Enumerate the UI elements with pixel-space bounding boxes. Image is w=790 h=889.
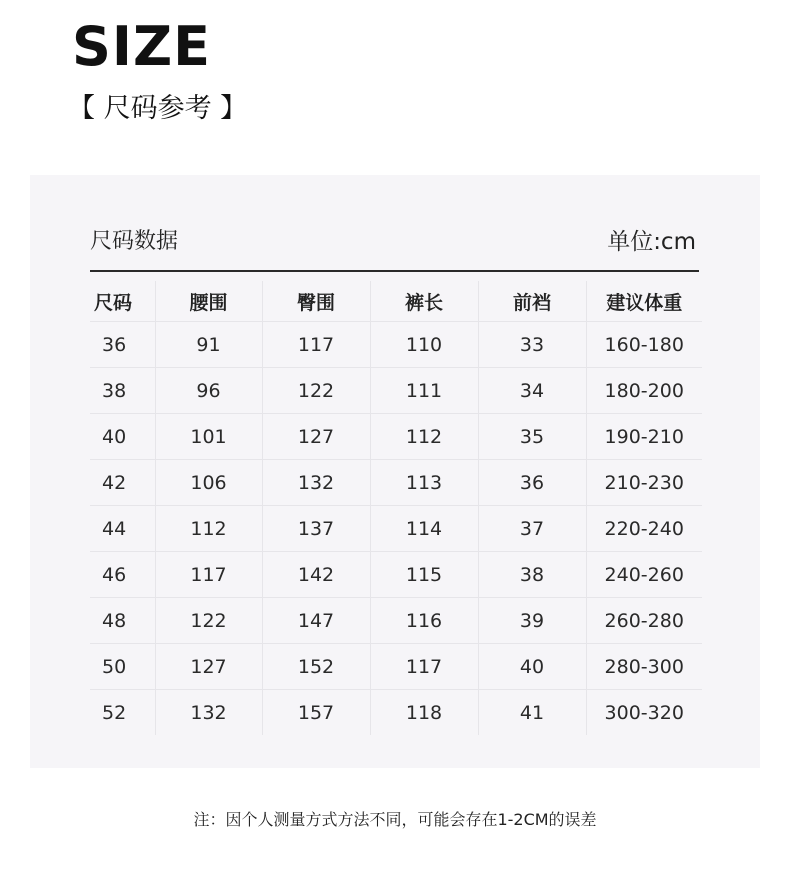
cell-hip: 137 xyxy=(262,506,370,552)
cell-size: 36 xyxy=(90,322,155,368)
size-data-heading: 尺码数据 xyxy=(90,229,179,254)
size-table xyxy=(90,281,702,735)
cell-front-rise: 40 xyxy=(478,644,586,690)
cell-length: 117 xyxy=(370,644,478,690)
cell-weight: 220-240 xyxy=(586,506,702,552)
cell-front-rise: 34 xyxy=(478,368,586,414)
table-row xyxy=(90,690,702,736)
cell-weight: 160-180 xyxy=(586,322,702,368)
cell-length: 118 xyxy=(370,690,478,736)
column-header-front-rise: 前裆 xyxy=(478,281,586,322)
cell-length: 114 xyxy=(370,506,478,552)
measurement-note: 注：因个人测量方式方法不同，可能会存在1-2CM的误差 xyxy=(193,810,597,829)
cell-size: 48 xyxy=(90,598,155,644)
cell-waist: 117 xyxy=(155,552,262,598)
cell-front-rise: 38 xyxy=(478,552,586,598)
column-header-size: 尺码 xyxy=(94,291,133,314)
page-title: SIZE xyxy=(72,15,212,78)
table-row xyxy=(90,552,702,598)
cell-length: 115 xyxy=(370,552,478,598)
table-header-row xyxy=(90,281,702,322)
cell-hip: 142 xyxy=(262,552,370,598)
unit-label: 单位:cm xyxy=(607,229,696,255)
cell-size: 40 xyxy=(90,414,155,460)
cell-weight: 180-200 xyxy=(586,368,702,414)
cell-weight: 240-260 xyxy=(586,552,702,598)
cell-weight: 260-280 xyxy=(586,598,702,644)
cell-size: 44 xyxy=(90,506,155,552)
cell-length: 116 xyxy=(370,598,478,644)
column-header-weight: 建议体重 xyxy=(586,281,702,322)
cell-weight: 210-230 xyxy=(586,460,702,506)
cell-weight: 280-300 xyxy=(586,644,702,690)
cell-waist: 127 xyxy=(155,644,262,690)
table-row xyxy=(90,644,702,690)
column-header-waist: 腰围 xyxy=(155,281,262,322)
cell-length: 113 xyxy=(370,460,478,506)
table-row xyxy=(90,598,702,644)
cell-front-rise: 35 xyxy=(478,414,586,460)
cell-size: 38 xyxy=(90,368,155,414)
cell-size: 46 xyxy=(90,552,155,598)
cell-weight: 190-210 xyxy=(586,414,702,460)
cell-waist: 112 xyxy=(155,506,262,552)
cell-length: 112 xyxy=(370,414,478,460)
cell-size: 50 xyxy=(90,644,155,690)
cell-waist: 101 xyxy=(155,414,262,460)
cell-hip: 122 xyxy=(262,368,370,414)
column-header-hip: 臀围 xyxy=(262,281,370,322)
table-row xyxy=(90,414,702,460)
cell-hip: 147 xyxy=(262,598,370,644)
cell-front-rise: 33 xyxy=(478,322,586,368)
table-row xyxy=(90,368,702,414)
cell-weight: 300-320 xyxy=(586,690,702,736)
cell-hip: 157 xyxy=(262,690,370,736)
cell-size: 42 xyxy=(90,460,155,506)
cell-hip: 127 xyxy=(262,414,370,460)
table-row xyxy=(90,322,702,368)
cell-hip: 132 xyxy=(262,460,370,506)
cell-length: 110 xyxy=(370,322,478,368)
table-row xyxy=(90,460,702,506)
cell-length: 111 xyxy=(370,368,478,414)
table-row xyxy=(90,506,702,552)
cell-front-rise: 37 xyxy=(478,506,586,552)
cell-size: 52 xyxy=(90,690,155,736)
size-chart-panel xyxy=(30,175,760,768)
page-subtitle: 【 尺码参考 】 xyxy=(68,93,248,124)
cell-waist: 106 xyxy=(155,460,262,506)
cell-waist: 96 xyxy=(155,368,262,414)
cell-hip: 117 xyxy=(262,322,370,368)
cell-waist: 122 xyxy=(155,598,262,644)
heading-divider xyxy=(90,270,699,272)
column-header-length: 裤长 xyxy=(370,281,478,322)
cell-waist: 91 xyxy=(155,322,262,368)
cell-waist: 132 xyxy=(155,690,262,736)
cell-front-rise: 39 xyxy=(478,598,586,644)
cell-front-rise: 36 xyxy=(478,460,586,506)
cell-hip: 152 xyxy=(262,644,370,690)
cell-front-rise: 41 xyxy=(478,690,586,736)
